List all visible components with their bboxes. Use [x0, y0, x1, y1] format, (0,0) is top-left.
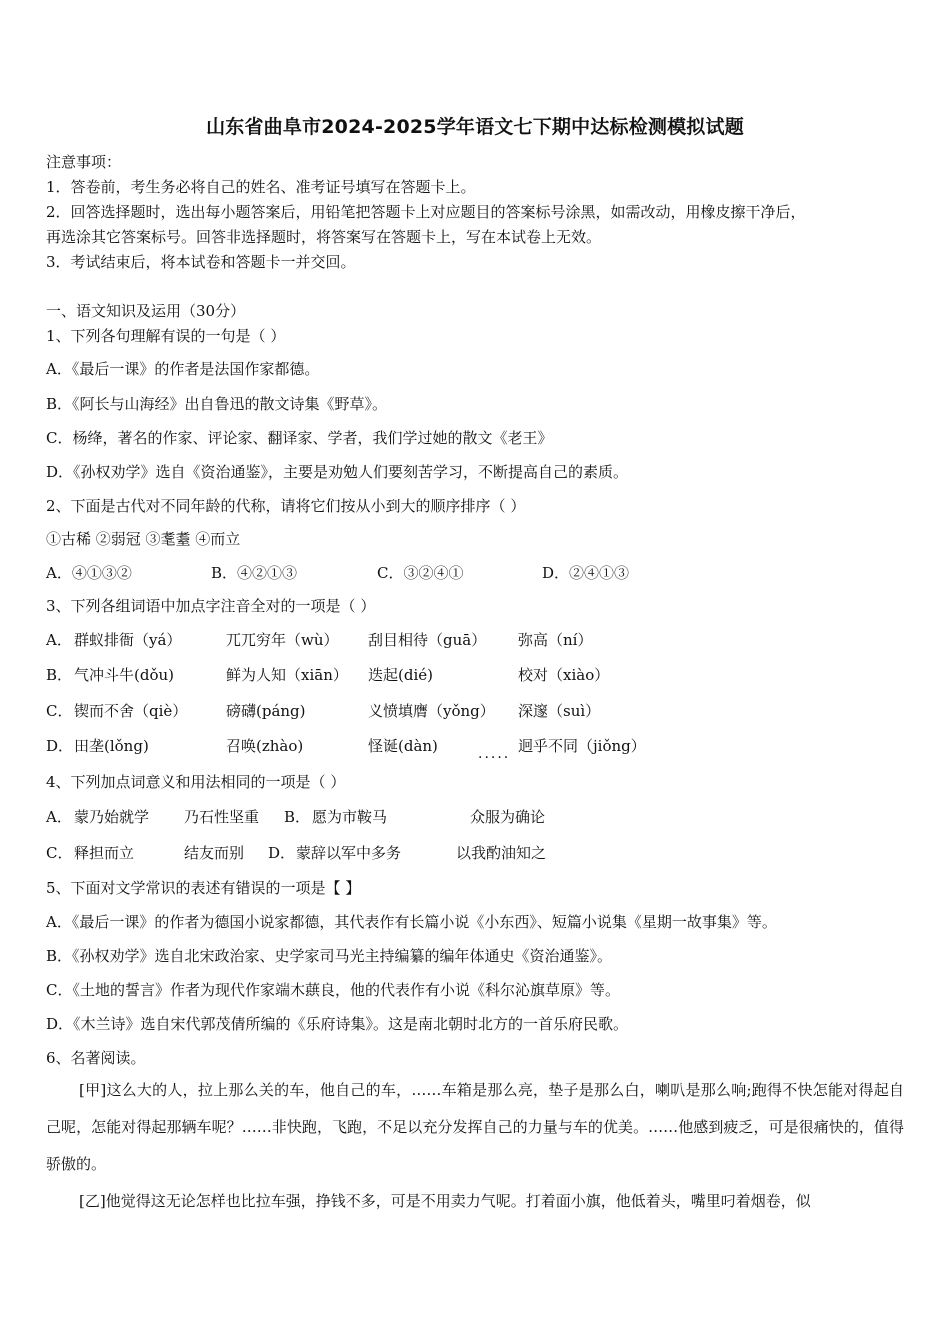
- notice-item-1: 1．答卷前，考生务必将自己的姓名、准考证号填写在答题卡上。: [46, 178, 476, 196]
- q4-row2-a-label: C．: [46, 844, 73, 862]
- q6-stem: 6、名著阅读。: [46, 1049, 146, 1067]
- q4-row1-a2: 乃石性坚重: [184, 808, 260, 826]
- notice-item-2: 2．回答选择题时，选出每小题答案后，用铅笔把答题卡上对应题目的答案标号涂黑，如需改动，用橡皮擦干净后，: [46, 203, 806, 221]
- q3-row-a-cell-4: 弥高（ní）: [518, 631, 593, 649]
- section-heading: 一、语文知识及运用（30分）: [46, 302, 246, 320]
- q6-passage-jia: [甲]这么大的人，拉上那么关的车，他自己的车，……车箱是那么亮，垫子是那么白，喇叭是那么响;跑得不快怎能对得起自己呢，怎能对得起那辆车呢？……非快跑，飞跑，不足以充分发挥自己的力量与车的优美。……他感到疲乏，可是很痛快的，值得骄傲的。: [46, 1081, 904, 1173]
- q3-row-d-cell-2: 召唤(zhào): [226, 737, 304, 755]
- q4-row2-a1: 释担而立: [74, 844, 135, 862]
- q1-option-d: D．《孙权劝学》选自《资治通鉴》，主要是劝勉人们要刻苦学习，不断提高自己的素质。: [46, 463, 629, 481]
- q3-stem: 3、下列各组词语中加点字注音全对的一项是（ ）: [46, 597, 376, 615]
- q3-row-a-cell-3: 刮目相待（guā）: [368, 631, 487, 649]
- q1-option-a: A．《最后一课》的作者是法国作家都德。: [46, 360, 320, 378]
- notice-item-2-cont: 再选涂其它答案标号。回答非选择题时，将答案写在答题卡上，写在本试卷上无效。: [46, 228, 602, 246]
- q2-stem: 2、下面是古代对不同年龄的代称，请将它们按从小到大的顺序排序（ ）: [46, 497, 526, 515]
- q5-stem: 5、下面对文学常识的表述有错误的一项是【 】: [46, 879, 361, 897]
- q5-option-c: C．《土地的誓言》作者为现代作家端木蕻良，他的代表作有小说《科尔沁旗草原》等。: [46, 981, 620, 999]
- page-title: 山东省曲阜市2024-2025学年语文七下期中达标检测模拟试题: [206, 116, 744, 138]
- q4-row2-b-label: D．: [268, 844, 296, 862]
- q4-row1-a1: 蒙乃始就学: [74, 808, 150, 826]
- q6-passage-yi: [乙]他觉得这无论怎样也比拉车强，挣钱不多，可是不用卖力气呢。打着面小旗，他低着头，嘴里叼着烟卷，似: [79, 1192, 811, 1210]
- q4-stem: 4、下列加点词意义和用法相同的一项是（ ）: [46, 773, 346, 791]
- q4-row1-b2: 众服为确论: [470, 808, 546, 826]
- q4-row2-b2: 以我酌油知之: [456, 844, 547, 862]
- q4-row1-a-label: A．: [46, 808, 72, 826]
- emphasis-dots: .....: [478, 746, 511, 762]
- q3-row-b-cell-3: 迭起(dié): [368, 666, 433, 684]
- q3-row-d-cell-4: 迥乎不同（jiǒng）: [518, 737, 646, 755]
- q2-option-a: A．④①③②: [46, 564, 132, 582]
- q3-row-d-cell-1: 田垄(lǒng): [74, 737, 149, 755]
- q2-option-d: D．②④①③: [542, 564, 630, 582]
- q2-items: ①古稀 ②弱冠 ③耄耋 ④而立: [46, 530, 241, 548]
- q3-row-d-label: D．: [46, 737, 74, 755]
- q3-row-c-cell-4: 深邃（suì）: [518, 702, 601, 720]
- q3-row-c-cell-3: 义愤填膺（yǒng）: [368, 702, 495, 720]
- q3-row-b-cell-4: 校对（xiào）: [518, 666, 610, 684]
- q3-row-a-cell-1: 群蚁排衙（yá）: [74, 631, 182, 649]
- q3-row-d-cell-3: 怪诞(dàn): [368, 737, 438, 755]
- q3-row-c-cell-2: 磅礴(páng): [226, 702, 306, 720]
- q5-option-d: D．《木兰诗》选自宋代郭茂倩所编的《乐府诗集》。这是南北朝时北方的一首乐府民歌。: [46, 1015, 629, 1033]
- notice-item-3: 3．考试结束后，将本试卷和答题卡一并交回。: [46, 253, 356, 271]
- q3-row-b-label: B．: [46, 666, 73, 684]
- q1-option-b: B．《阿长与山海经》出自鲁迅的散文诗集《野草》。: [46, 395, 388, 413]
- q1-stem: 1、下列各句理解有误的一句是（ ）: [46, 327, 286, 345]
- q3-row-c-cell-1: 锲而不舍（qiè）: [74, 702, 188, 720]
- q1-option-c: C．杨绛，著名的作家、评论家、翻译家、学者，我们学过她的散文《老王》: [46, 429, 553, 447]
- q3-row-a-label: A．: [46, 631, 72, 649]
- q3-row-b-cell-1: 气冲斗牛(dǒu): [74, 666, 174, 684]
- q2-option-b: B．④②①③: [211, 564, 298, 582]
- q5-option-a: A．《最后一课》的作者为德国小说家都德，其代表作有长篇小说《小东西》、短篇小说集《星期一故事集》等。: [46, 913, 777, 931]
- q3-row-b-cell-2: 鲜为人知（xiān）: [226, 666, 348, 684]
- q2-option-c: C．③②④①: [377, 564, 464, 582]
- q4-row1-b-label: B．: [284, 808, 311, 826]
- q3-row-a-cell-2: 兀兀穷年（wù）: [226, 631, 339, 649]
- q4-row2-b1: 蒙辞以军中多务: [296, 844, 402, 862]
- q4-row2-a2: 结友而别: [184, 844, 245, 862]
- q4-row1-b1: 愿为市鞍马: [312, 808, 388, 826]
- notice-heading: 注意事项：: [46, 153, 122, 171]
- q5-option-b: B．《孙权劝学》选自北宋政治家、史学家司马光主持编纂的编年体通史《资治通鉴》。: [46, 947, 613, 965]
- q3-row-c-label: C．: [46, 702, 73, 720]
